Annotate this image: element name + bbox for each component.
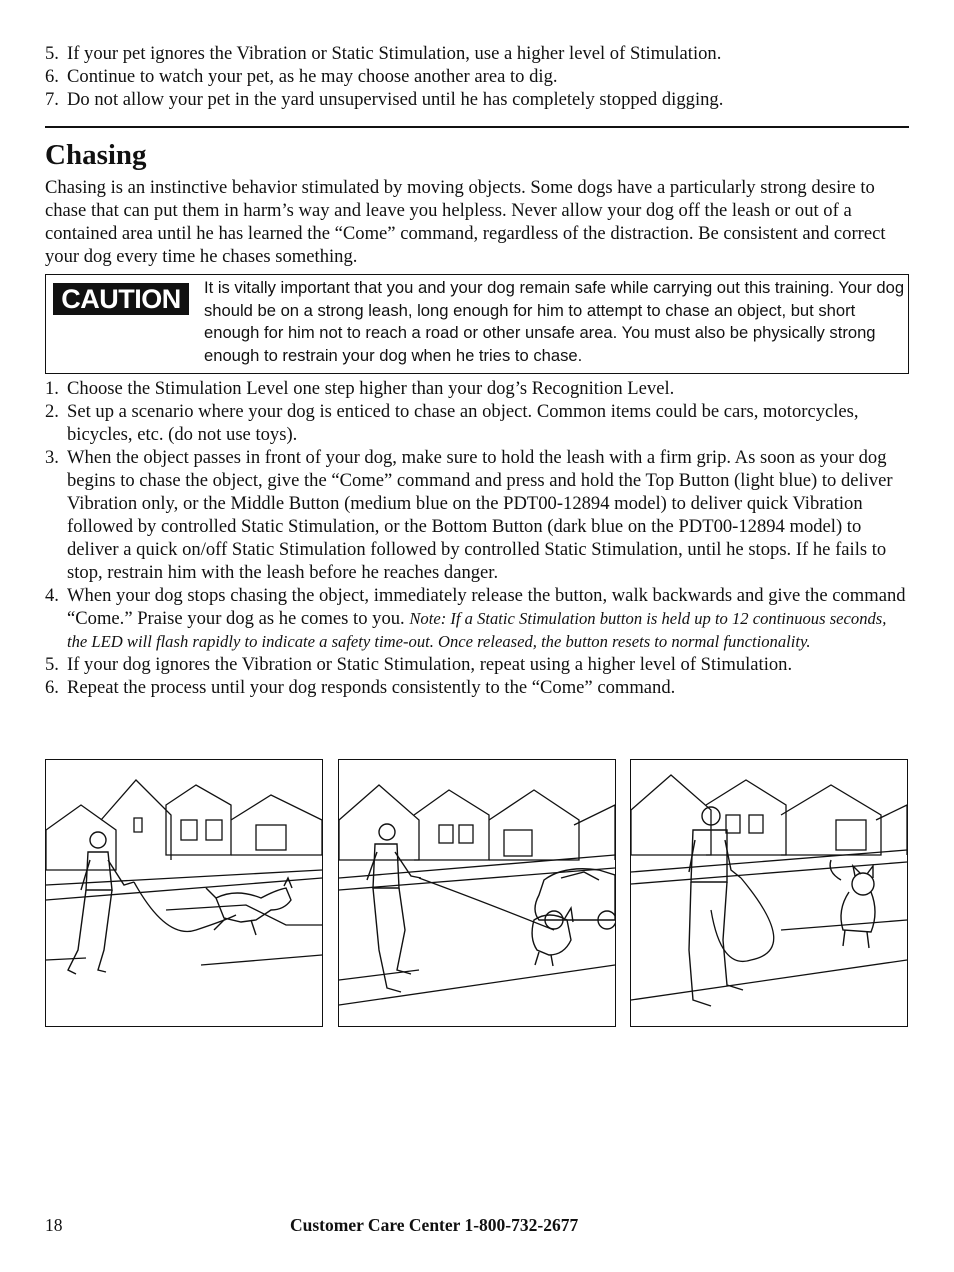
car-figure bbox=[535, 869, 615, 929]
illustration-strip bbox=[45, 759, 909, 1027]
leash-line bbox=[711, 878, 774, 961]
list-item: 4. When your dog stops chasing the object, immediately release the button, walk backwards and give the command “Come.” Praise your dog as he comes to you. Note: If a Static Stimulation button is held up to 12 continuous seconds, the LED will flash rapidly to indicate a safety time-out. Once released, the button resets to normal functionality. bbox=[45, 585, 906, 651]
list-item: 5. If your dog ignores the Vibration or Static Stimulation, repeat using a higher level of Stimulation. bbox=[45, 654, 793, 675]
list-item: 2. Set up a scenario where your dog is enticed to chase an object. Common items could be cars, motorcycles, bicycles, etc. (do not use toys). bbox=[45, 401, 859, 445]
illustration-dog-returning bbox=[630, 759, 908, 1027]
list-item: 7. Do not allow your pet in the yard unsupervised until he has completely stopped digging. bbox=[45, 89, 724, 110]
page-number: 18 bbox=[45, 1215, 63, 1235]
chasing-steps bbox=[45, 377, 909, 699]
dog-figure bbox=[830, 860, 875, 948]
list-item: 5. If your pet ignores the Vibration or Static Stimulation, use a higher level of Stimulation. bbox=[45, 43, 722, 64]
illustration-car-passing bbox=[338, 759, 616, 1027]
illustration-dog-chasing bbox=[45, 759, 323, 1027]
caution-box bbox=[45, 274, 909, 374]
section-title: Chasing bbox=[45, 139, 147, 171]
person-figure bbox=[367, 824, 421, 992]
curb-line bbox=[631, 850, 907, 872]
caution-label: CAUTION bbox=[53, 283, 189, 315]
list-item: 6. Continue to watch your pet, as he may choose another area to dig. bbox=[45, 66, 558, 87]
houses-background bbox=[339, 785, 615, 860]
person-figure bbox=[68, 832, 134, 974]
customer-care-line: Customer Care Center 1-800-732-2677 bbox=[290, 1215, 579, 1235]
section-divider bbox=[45, 126, 909, 128]
intro-paragraph: Chasing is an instinctive behavior stimulated by moving objects. Some dogs have a particularly strong desire to chase that can put them in harm’s way and leave you helpless. Never allow your dog off the leash or out of a contained area until he has learned the “Come” command, regardless of the distraction. Be consistent and correct your dog every time he chases something. bbox=[45, 177, 886, 267]
dog-figure bbox=[532, 908, 573, 966]
person-figure bbox=[689, 807, 743, 1006]
caution-text: It is vitally important that you and your dog remain safe while carrying out this training. Your dog should be on a strong leash, long enough for him to attempt to chase an object, but short enough for him not to reach a road or other unsafe area. You must also be physically strong enough to restrain your dog when he tries to chase. bbox=[204, 278, 905, 365]
houses-background bbox=[631, 775, 907, 855]
safety-note: Note: If a Static Stimulation button is held up to 12 continuous seconds, the LED will flash rapidly to indicate a safety time-out. Once released, the button resets to normal functionality. bbox=[67, 609, 887, 651]
digging-steps-continued bbox=[45, 42, 915, 111]
list-item: 3. When the object passes in front of your dog, make sure to hold the leash with a firm grip. As soon as your dog begins to chase the object, give the “Come” command and press and hold the Top Button (light blue) to deliver Vibration only, or the Middle Button (medium blue on the PDT00-12894 model) to deliver quick Vibration followed by controlled Static Stimulation, or the Bottom Button (dark blue on the PDT00-12894 model) to deliver a quick on/off Static Stimulation followed by controlled Static Stimulation, until he stops. If he fails to stop, restrain him with the leash before he reaches danger. bbox=[45, 447, 893, 583]
list-item: 1. Choose the Stimulation Level one step higher than your dog’s Recognition Level. bbox=[45, 378, 675, 399]
list-item: 6. Repeat the process until your dog responds consistently to the “Come” command. bbox=[45, 677, 676, 698]
